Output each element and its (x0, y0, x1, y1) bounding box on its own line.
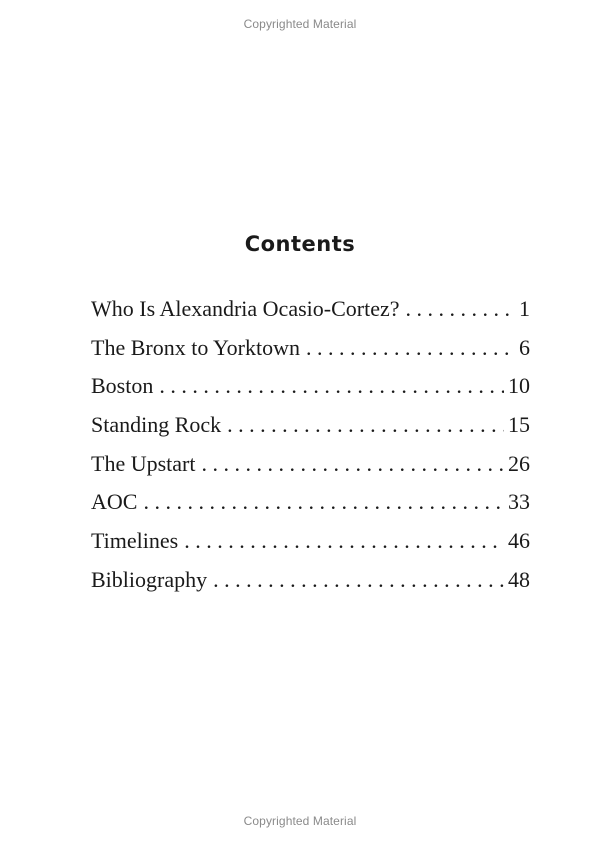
toc-entry-title: The Upstart (91, 450, 196, 476)
toc-dot-leader (227, 412, 504, 438)
toc-entry-title: Boston (91, 373, 154, 399)
toc-entry-title: Standing Rock (91, 412, 222, 438)
toc-dot-leader (159, 373, 504, 399)
toc-entry[interactable] (91, 451, 530, 490)
toc-entry-page: 46 (508, 528, 530, 554)
toc-entry-page: 15 (508, 412, 530, 438)
toc-entry-title: The Bronx to Yorktown (91, 334, 301, 360)
toc-entry-page: 6 (519, 334, 530, 360)
toc-entry[interactable] (91, 528, 530, 567)
toc-dot-leader (406, 296, 516, 322)
toc-entry[interactable] (91, 567, 530, 606)
toc-entry[interactable] (91, 335, 530, 374)
toc-entry-page: 10 (508, 373, 530, 399)
toc-entry[interactable] (91, 412, 530, 451)
toc-entry-title: Bibliography (91, 566, 208, 592)
page-title: Contents (244, 232, 356, 256)
toc-entry-page: 33 (508, 489, 530, 515)
toc-dot-leader (201, 451, 504, 477)
toc-entry[interactable] (91, 296, 530, 335)
toc-entry[interactable] (91, 373, 530, 412)
toc-dot-leader (143, 489, 504, 515)
copyright-watermark-top: Copyrighted Material (243, 17, 357, 31)
toc-entry-page: 26 (508, 450, 530, 476)
toc-entry-title: Timelines (91, 528, 179, 554)
table-of-contents (91, 296, 530, 606)
toc-dot-leader (213, 567, 504, 593)
toc-entry[interactable] (91, 489, 530, 528)
copyright-watermark-bottom: Copyrighted Material (243, 814, 357, 828)
toc-dot-leader (184, 528, 504, 554)
toc-entry-page: 48 (508, 566, 530, 592)
toc-entry-page: 1 (519, 296, 530, 321)
toc-dot-leader (306, 335, 515, 361)
toc-entry-title: Who Is Alexandria Ocasio-Cortez? (91, 296, 400, 321)
toc-entry-title: AOC (91, 489, 138, 515)
